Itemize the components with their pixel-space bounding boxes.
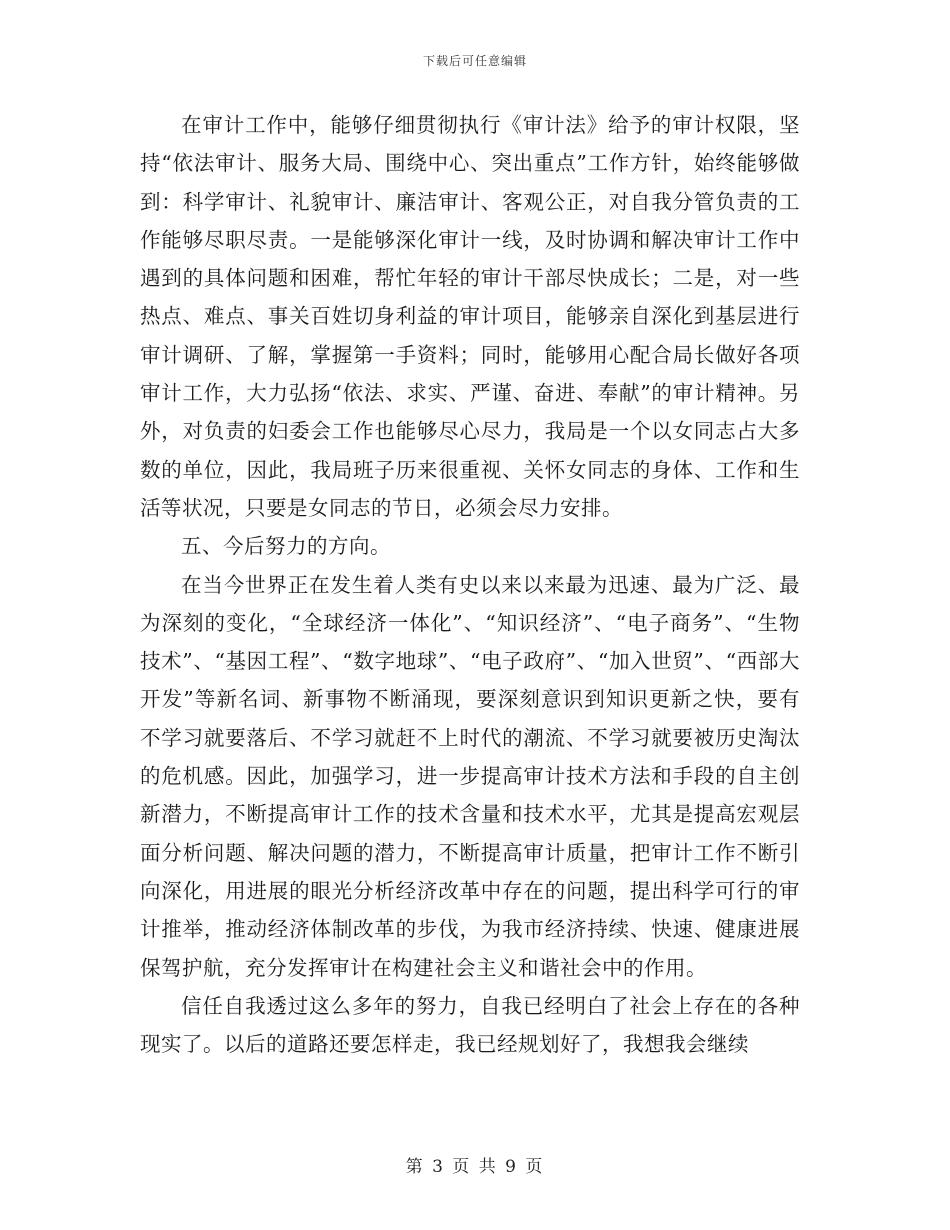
paragraph-future-direction: 在当今世界正在发生着人类有史以来以来最为迅速、最为广泛、最为深刻的变化，“全球经济一体化”、“知识经济”、“电子商务”、“生物技术”、“基因工程”、“数字地球”、“电子政府”、“加入世贸”、“西部大开发”等新名词、新事物不断涌现，要深刻意识到知识更新之快，要有不学习就要落后、不学习就赶不上时代的潮流、不学习就要被历史淘汰的危机感。因此，加强学习，进一步提高审计技术方法和手段的自主创新潜力，不断提高审计工作的技术含量和技术水平，尤其是提高宏观层面分析问题、解决问题的潜力，不断提高审计质量，把审计工作不断引向深化，用进展的眼光分析经济改革中存在的问题，提出科学可行的审计推举，推动经济体制改革的步伐，为我市经济持续、快速、健康进展保驾护航，充分发挥审计在构建社会主义和谐社会中的作用。 bbox=[140, 572, 800, 980]
header-note: 下载后可任意编辑 bbox=[422, 54, 527, 68]
page-number: 第 3 页 共 9 页 bbox=[405, 1157, 545, 1177]
paragraph-audit-work: 在审计工作中，能够仔细贯彻执行《审计法》给予的审计权限，坚持“依法审计、服务大局、围绕中心、突出重点”工作方针，始终能够做到：科学审计、礼貌审计、廉洁审计、客观公正，对自我分管负责的工作能够尽职尽责。一是能够深化审计一线，及时协调和解决审计工作中遇到的具体问题和困难，帮忙年轻的审计干部尽快成长；二是，对一些热点、难点、事关百姓切身利益的审计项目，能够亲自深化到基层进行审计调研、了解，掌握第一手资料；同时，能够用心配合局长做好各项审计工作，大力弘扬“依法、求实、严谨、奋进、奉献”的审计精神。另外，对负责的妇委会工作也能够尽心尽力，我局是一个以女同志占大多数的单位，因此，我局班子历来很重视、关怀女同志的身体、工作和生活等状况，只要是女同志的节日，必须会尽力安排。 bbox=[140, 113, 800, 520]
section-heading-future-direction: 五、今后努力的方向。 bbox=[181, 534, 391, 559]
paragraph-closing: 信任自我透过这么多年的努力，自我已经明白了社会上存在的各种现实了。以后的道路还要怎样走，我已经规划好了，我想我会继续 bbox=[140, 993, 800, 1057]
document-body bbox=[140, 106, 800, 1063]
